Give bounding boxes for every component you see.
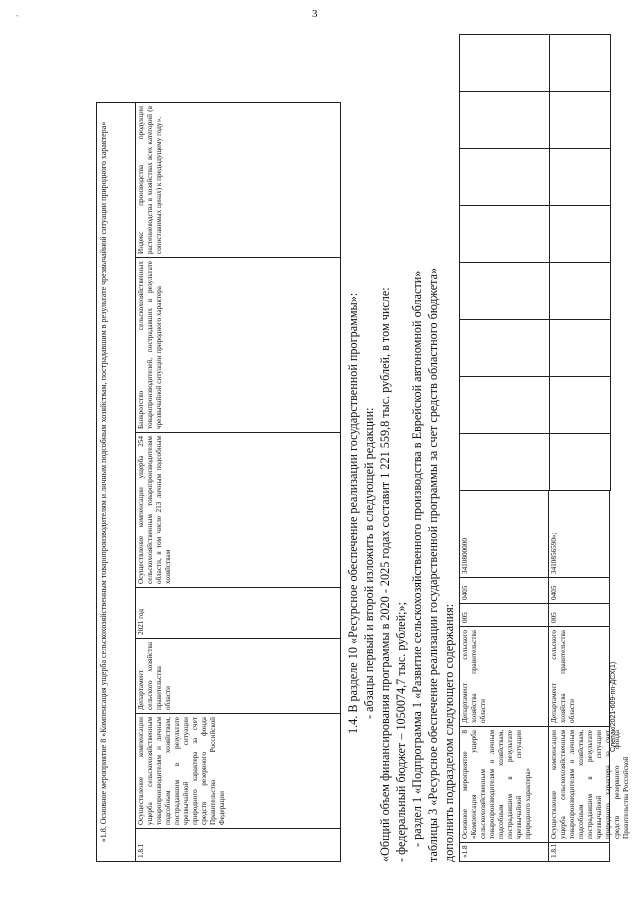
upper-executor-text: Департамент сельского хозяйства правительства области — [137, 642, 172, 710]
empty-cell — [550, 206, 611, 263]
lower-row1-grbs — [459, 603, 549, 627]
lower-row1-csr-text: 3410800000 — [461, 538, 469, 574]
page-number: 3 — [312, 8, 318, 20]
lower-row2-rzpr-text: 0405 — [550, 585, 558, 600]
document-reference: Слепак/2021-609-пп-ДСХ(1) — [610, 661, 617, 752]
lower-row1-executor — [459, 626, 549, 727]
empty-cell — [460, 263, 550, 320]
empty-cell — [460, 320, 550, 377]
lower-row2-name-text: Осуществление компенсации ущерба сельскохозяйственным товаропроизводителям и личным подсобным хозяйствам, пострадавшим в результате чрезвычайной ситуации природного характера за счет средств резервного фонда Правительства Российской — [550, 730, 630, 839]
upper-row-number-text: 1.8.1 — [137, 843, 145, 858]
lower-row1-name — [459, 726, 549, 843]
lower-row2-grbs-text: 005 — [550, 612, 558, 623]
upper-row-number — [135, 828, 341, 862]
upper-table-header-text: «1.8. Основное мероприятие 8 «Компенсация ущерба сельскохозяйственным товаропроизводителям и личным подсобным хозяйствам, пострадавшим в результате чрезвычайной ситуации природного характера» — [99, 121, 108, 843]
lower-row1-rzpr-text: 0405 — [461, 585, 469, 600]
lower-row2-grbs — [548, 603, 610, 627]
empty-cell — [460, 92, 550, 149]
empty-cell — [550, 377, 611, 434]
upper-indicator-cell — [135, 102, 341, 258]
upper-expected-result-text: Осуществление компенсации ущерба 254 сельскохозяйственным товаропроизводителям области, в том числе 213 личным подсобным хозяйствам — [137, 436, 172, 584]
lower-row1-rzpr — [459, 577, 549, 604]
upper-indicator-text: Индекс производства продукции растениеводства в хозяйствах всех категорий (в сопоставимых ценах) к предыдущему году». — [137, 106, 163, 254]
paragraph-line-5: - раздел 1 «Подпрограмма 1 «Развитие сельскохозяйственного производства в Еврейской автономной области» — [410, 270, 424, 847]
upper-activity-cell — [135, 713, 341, 829]
empty-cell — [550, 434, 611, 491]
lower-row2-number — [548, 842, 610, 862]
upper-executor-cell — [135, 638, 341, 714]
paragraph-line-6: таблицы 3 «Ресурсное обеспечение реализации государственной программы за счет средств областного бюджета» — [426, 267, 440, 862]
lower-row1-number — [459, 842, 549, 862]
upper-activity-text: Осуществление компенсации ущерба сельскохозяйственным товаропроизводителям и личным подсобным хозяйствам, пострадавшим в результате чрезвычайной ситуации природного характера за счет средств резервного фонда Правительства Российской Федерации — [137, 717, 226, 825]
lower-empty-financing-columns — [459, 34, 611, 491]
section-heading-line: 1.4. В разделе 10 «Ресурсное обеспечение реализации государственной программы»: — [346, 292, 360, 734]
empty-cell — [460, 149, 550, 206]
upper-year-text: 2021 год — [137, 609, 145, 635]
lower-row1-name-text: Основное мероприятие 8 «Компенсация ущерба сельскохозяйственным товаропроизводителям и личным подсобным хозяйствам, пострадавшим в результате чрезвычайной ситуации природного характера» — [461, 730, 532, 839]
lower-row2-csr-text: 3410856590»; — [550, 532, 558, 574]
upper-consequences-cell — [135, 257, 341, 433]
upper-year-cell — [135, 587, 341, 639]
lower-row2-executor-text: Департамент сельского хозяйства правительства области — [550, 630, 576, 723]
empty-cell — [550, 149, 611, 206]
lower-row1-csr — [459, 490, 549, 578]
upper-consequences-text: Банкротство сельскохозяйственных товаропроизводителей, пострадавших в результате чрезвычайной ситуации природного характера — [137, 261, 163, 429]
lower-row1-grbs-text: 005 — [461, 612, 469, 623]
lower-row2-rzpr — [548, 577, 610, 604]
empty-cell — [460, 35, 550, 92]
upper-expected-result-cell — [135, 432, 341, 588]
lower-row2-csr — [548, 490, 610, 578]
empty-cell — [460, 377, 550, 434]
paragraph-line-2: - абзацы первый и второй изложить в следующей редакции: — [362, 407, 376, 719]
paragraph-line-4: - федеральный бюджет – 1050074,7 тыс. рублей;»; — [394, 602, 408, 862]
empty-cell — [550, 35, 611, 92]
lower-row1-number-text: «1.8 — [461, 845, 469, 858]
paragraph-line-7: дополнить подразделом следующего содержания: — [442, 603, 456, 862]
lower-row2-executor — [548, 626, 610, 727]
lower-row1-executor-text: Департамент сельского хозяйства правительства области — [461, 630, 487, 723]
empty-cell — [460, 206, 550, 263]
empty-cell — [550, 320, 611, 377]
scan-mark: ` — [16, 14, 19, 23]
lower-row2-number-text: 1.8.1 — [550, 843, 558, 858]
upper-table-header — [96, 102, 136, 862]
lower-row2-name — [548, 726, 630, 843]
empty-cell — [550, 92, 611, 149]
empty-cell — [460, 434, 550, 491]
paragraph-line-3: «Общий объем финансирования программы в 2020 - 2025 годах составит 1 221 559,8 тыс. рублей, в том числе: — [378, 287, 392, 862]
empty-cell — [550, 263, 611, 320]
